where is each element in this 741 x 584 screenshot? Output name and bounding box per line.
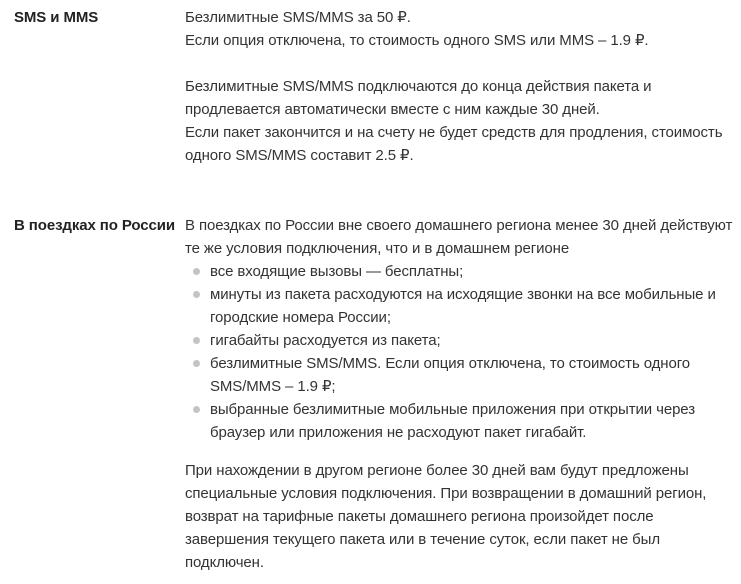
list-item: минуты из пакета расходуются на исходящие звонки на все мобильные и городские номера России; xyxy=(185,283,734,329)
text-line: Если пакет закончится и на счету не будет средств для продления, стоимость одного SMS/MMS составит 2.5 ₽. xyxy=(185,124,723,164)
text-line: Безлимитные SMS/MMS за 50 ₽. xyxy=(185,9,411,26)
text-line: Если опция отключена, то стоимость одного SMS или MMS – 1.9 ₽. xyxy=(185,32,649,49)
list-item: выбранные безлимитные мобильные приложения при открытии через браузер или приложения не расходуют пакет гигабайт. xyxy=(185,398,734,444)
paragraph-sms-price xyxy=(185,6,734,52)
list-item: все входящие вызовы — бесплатны; xyxy=(185,260,734,283)
travel-conditions-list xyxy=(185,260,734,444)
text-line: Безлимитные SMS/MMS подключаются до конца действия пакета и продлевается автоматически вместе с ним каждые 30 дней. xyxy=(185,78,652,118)
section-body-sms-mms xyxy=(185,6,734,167)
paragraph-travel-intro: В поездках по России вне своего домашнего региона менее 30 дней действуют те же условия подключения, что и в домашнем регионе xyxy=(185,217,733,257)
section-travel-russia xyxy=(14,214,735,574)
section-body-travel-russia xyxy=(185,214,734,574)
section-sms-mms xyxy=(14,6,735,167)
list-item: гигабайты расходуется из пакета; xyxy=(185,329,734,352)
section-label-travel-russia: В поездках по России xyxy=(14,217,176,234)
paragraph-sms-renewal xyxy=(185,75,734,167)
paragraph-travel-outro: При нахождении в другом регионе более 30 дней вам будут предложены специальные условия подключения. При возвращении в домашний регион, возврат на тарифные пакеты домашнего региона произойдет после завершения текущего пакета или в течение суток, если пакет не был подключен. xyxy=(185,462,707,571)
section-label-sms-mms: SMS и MMS xyxy=(14,9,99,26)
list-item: безлимитные SMS/MMS. Если опция отключена, то стоимость одного SMS/MMS – 1.9 ₽; xyxy=(185,352,734,398)
